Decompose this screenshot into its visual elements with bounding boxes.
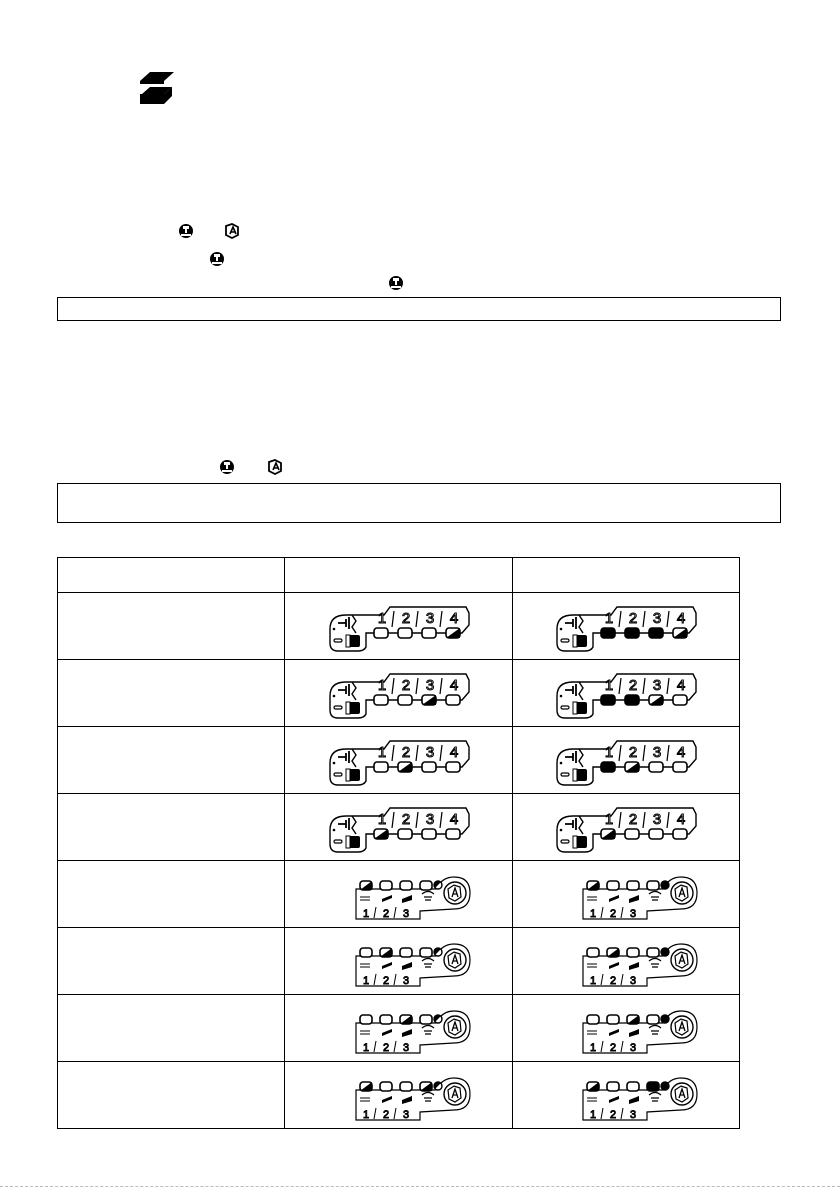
assist-mode-panel [551, 1001, 701, 1055]
level-number: 2 [609, 908, 617, 920]
level-lamp [625, 829, 639, 839]
level-number: 3 [629, 1109, 637, 1121]
level-number: 1 [604, 811, 614, 828]
mode-lamp [627, 881, 639, 890]
auto-mode-icon [671, 949, 693, 971]
auto-lamp [661, 1082, 669, 1090]
auto-mode-icon [223, 223, 241, 239]
mode-lamp [400, 881, 412, 890]
caution-box [57, 483, 781, 523]
lamp-state-right-cell [513, 794, 740, 861]
lamp-state-left-cell [285, 928, 513, 995]
mode-lamp [380, 881, 392, 890]
level-number: 1 [377, 811, 386, 828]
mode-lamp [380, 948, 392, 957]
level-number: 2 [628, 744, 638, 761]
auto-mode-icon [444, 1016, 466, 1038]
level-number: 3 [402, 1042, 409, 1054]
mode-lamp [587, 881, 599, 890]
lamp-state-left-cell [285, 995, 513, 1062]
level-lamp [673, 762, 687, 772]
row-label-cell [58, 1062, 285, 1129]
level-lamp [625, 762, 639, 772]
assist-mode-panel [324, 867, 474, 921]
mode-lamp [400, 1082, 412, 1091]
mode-lamp [360, 881, 372, 890]
page-edge-rule [0, 1186, 840, 1187]
mode-lamp [420, 948, 432, 957]
assist-mode-panel [324, 934, 474, 988]
table-header-row [58, 558, 740, 593]
level-lamp [446, 628, 460, 638]
auto-lamp [432, 1080, 442, 1090]
mode-lamp [647, 1082, 659, 1091]
level-number: 3 [652, 744, 662, 761]
level-lamp [625, 695, 639, 705]
level-number: 4 [676, 610, 686, 627]
level-lamp [398, 628, 412, 638]
level-number: 1 [377, 610, 386, 627]
level-number: 2 [382, 908, 389, 920]
auto-mode-icon [444, 1083, 466, 1105]
level-number: 3 [652, 811, 662, 828]
auto-mode-icon [671, 1083, 693, 1105]
mode-lamp [400, 1015, 412, 1024]
table-row [58, 794, 740, 861]
level-number: 1 [589, 975, 597, 987]
level-number: 4 [676, 744, 686, 761]
level-number: 3 [652, 677, 662, 694]
mode-lamp [627, 1015, 639, 1024]
lamp-state-right-cell [513, 727, 740, 794]
mode-table [57, 557, 740, 1129]
level-number: 1 [362, 1042, 369, 1054]
level-number: 1 [377, 677, 386, 694]
torque-mode-icon [219, 459, 235, 475]
level-lamp [673, 695, 687, 705]
lamp-state-left-cell [285, 1062, 513, 1129]
mode-lamp [420, 1082, 432, 1091]
level-number: 3 [629, 975, 637, 987]
assist-mode-panel [551, 934, 701, 988]
level-lamp [374, 695, 388, 705]
row-label-cell [58, 794, 285, 861]
level-number: 4 [676, 811, 686, 828]
impact-force-panel [551, 666, 701, 720]
table-row [58, 660, 740, 727]
level-number: 4 [449, 744, 458, 761]
level-lamp [422, 829, 436, 839]
impact-force-panel [324, 599, 474, 653]
auto-lamp [661, 1015, 669, 1023]
level-lamp [446, 829, 460, 839]
level-number: 2 [609, 1109, 617, 1121]
level-number: 1 [604, 744, 614, 761]
level-number: 2 [382, 1042, 389, 1054]
level-lamp [601, 762, 615, 772]
note-box [57, 297, 781, 321]
auto-lamp [432, 1013, 442, 1023]
mode-lamp [420, 881, 432, 890]
assist-mode-panel [324, 1068, 474, 1122]
mode-lamp [647, 1015, 659, 1024]
lamp-state-right-cell [513, 861, 740, 928]
table-row [58, 861, 740, 928]
level-number: 4 [449, 677, 458, 694]
lamp-state-right-cell [513, 928, 740, 995]
level-lamp [649, 628, 663, 638]
level-lamp [422, 628, 436, 638]
impact-force-panel [551, 599, 701, 653]
level-number: 2 [628, 677, 638, 694]
torque-mode-icon [178, 223, 194, 239]
auto-mode-icon [444, 949, 466, 971]
auto-lamp [432, 879, 442, 889]
level-number: 1 [362, 908, 369, 920]
impact-force-panel [324, 666, 474, 720]
row-label-cell [58, 995, 285, 1062]
level-lamp [649, 695, 663, 705]
auto-mode-icon [671, 882, 693, 904]
level-lamp [673, 628, 687, 638]
impact-force-panel [551, 800, 701, 854]
level-lamp [398, 695, 412, 705]
level-number: 1 [362, 975, 369, 987]
mode-lamp [627, 1082, 639, 1091]
lamp-state-left-cell [285, 794, 513, 861]
level-lamp [446, 762, 460, 772]
stack-thick-icon [138, 86, 178, 112]
level-number: 1 [589, 908, 597, 920]
mode-lamp [380, 1082, 392, 1091]
auto-mode-icon [671, 1016, 693, 1038]
row-label-cell [58, 928, 285, 995]
torque-mode-icon [209, 251, 225, 267]
level-lamp [374, 628, 388, 638]
level-number: 1 [604, 610, 614, 627]
lamp-state-left-cell [285, 660, 513, 727]
level-lamp [649, 762, 663, 772]
table-row [58, 1062, 740, 1129]
lamp-state-left-cell [285, 861, 513, 928]
lamp-state-left-cell [285, 727, 513, 794]
level-lamp [422, 695, 436, 705]
impact-force-panel [551, 733, 701, 787]
level-number: 4 [449, 610, 458, 627]
auto-mode-icon [266, 459, 284, 475]
level-lamp [446, 695, 460, 705]
auto-lamp [432, 946, 442, 956]
table-row [58, 727, 740, 794]
assist-mode-panel [324, 1001, 474, 1055]
mode-lamp [647, 948, 659, 957]
assist-mode-panel [551, 1068, 701, 1122]
level-lamp [398, 829, 412, 839]
level-lamp [601, 829, 615, 839]
level-number: 1 [362, 1109, 369, 1121]
table-row [58, 995, 740, 1062]
table-header-cell [513, 558, 740, 593]
mode-lamp [400, 948, 412, 957]
level-number: 3 [425, 677, 434, 694]
level-number: 2 [609, 1042, 617, 1054]
level-lamp [398, 762, 412, 772]
level-number: 3 [652, 610, 662, 627]
level-lamp [422, 762, 436, 772]
level-number: 2 [401, 811, 410, 828]
level-lamp [601, 695, 615, 705]
level-number: 3 [402, 1109, 409, 1121]
mode-lamp [360, 1082, 372, 1091]
level-lamp [601, 628, 615, 638]
level-lamp [625, 628, 639, 638]
level-number: 3 [629, 908, 637, 920]
mode-lamp [587, 948, 599, 957]
mode-lamp [627, 948, 639, 957]
auto-lamp [661, 881, 669, 889]
mode-lamp [647, 881, 659, 890]
auto-lamp [661, 948, 669, 956]
lamp-state-left-cell [285, 593, 513, 660]
auto-mode-icon [444, 882, 466, 904]
table-row [58, 593, 740, 660]
row-label-cell [58, 727, 285, 794]
mode-lamp [607, 948, 619, 957]
level-lamp [374, 762, 388, 772]
assist-mode-panel [551, 867, 701, 921]
level-number: 2 [628, 610, 638, 627]
table-row [58, 928, 740, 995]
lamp-state-right-cell [513, 1062, 740, 1129]
table-header-cell [285, 558, 513, 593]
level-number: 4 [449, 811, 458, 828]
mode-lamp [420, 1015, 432, 1024]
lamp-state-right-cell [513, 660, 740, 727]
level-number: 3 [402, 908, 409, 920]
level-number: 2 [401, 744, 410, 761]
row-label-cell [58, 660, 285, 727]
torque-mode-icon [388, 275, 404, 291]
level-number: 2 [628, 811, 638, 828]
mode-lamp [587, 1082, 599, 1091]
level-number: 1 [377, 744, 386, 761]
level-number: 3 [402, 975, 409, 987]
level-number: 1 [589, 1109, 597, 1121]
level-number: 3 [629, 1042, 637, 1054]
mode-lamp [380, 1015, 392, 1024]
level-number: 3 [425, 610, 434, 627]
lamp-state-right-cell [513, 995, 740, 1062]
level-number: 2 [382, 975, 389, 987]
level-number: 2 [401, 610, 410, 627]
mode-lamp [607, 881, 619, 890]
row-label-cell [58, 593, 285, 660]
mode-lamp [360, 948, 372, 957]
mode-lamp [607, 1082, 619, 1091]
level-number: 2 [401, 677, 410, 694]
level-number: 3 [425, 744, 434, 761]
mode-lamp [587, 1015, 599, 1024]
level-number: 2 [609, 975, 617, 987]
impact-force-panel [324, 800, 474, 854]
level-lamp [673, 829, 687, 839]
lamp-state-right-cell [513, 593, 740, 660]
mode-lamp [360, 1015, 372, 1024]
level-number: 1 [589, 1042, 597, 1054]
level-number: 1 [604, 677, 614, 694]
impact-force-panel [324, 733, 474, 787]
level-number: 4 [676, 677, 686, 694]
table-header-cell [58, 558, 285, 593]
level-lamp [649, 829, 663, 839]
row-label-cell [58, 861, 285, 928]
level-number: 3 [425, 811, 434, 828]
level-lamp [374, 829, 388, 839]
level-number: 2 [382, 1109, 389, 1121]
mode-lamp [607, 1015, 619, 1024]
